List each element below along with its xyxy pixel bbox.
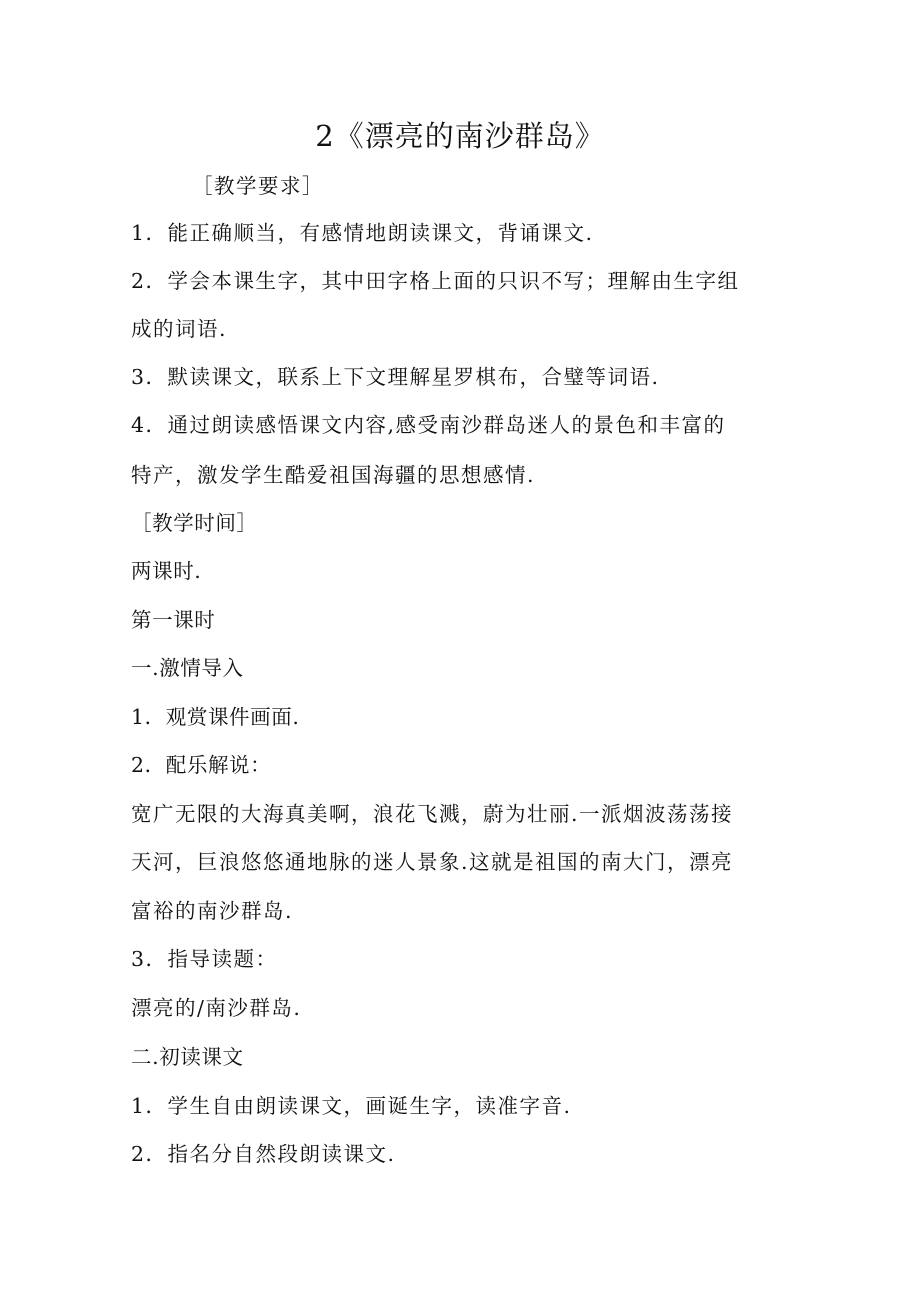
section-heading: 二.初读课文 [131,1045,244,1069]
paragraph-line: 漂亮的/南沙群岛. [131,996,302,1020]
paragraph-line: 2．指名分自然段朗读课文. [131,1142,396,1166]
lesson-heading: 第一课时 [131,608,216,632]
paragraph-line: 1．观赏课件画面. [131,705,300,729]
document-title: 2《漂亮的南沙群岛》 [315,119,605,153]
paragraph-line: 4．通过朗读感悟课文内容,感受南沙群岛迷人的景色和丰富的 [131,413,726,437]
paragraph-line: 成的词语. [131,317,228,341]
paragraph-line: 富裕的南沙群岛. [131,899,294,923]
paragraph-line: 宽广无限的大海真美啊，浪花飞溅，蔚为壮丽.一派烟波荡荡接 [131,802,734,826]
paragraph-line: 2．学会本课生字，其中田字格上面的只识不写；理解由生字组 [131,269,740,293]
paragraph-line: 两课时. [131,559,202,583]
paragraph-line: 3．默读课文，联系上下文理解星罗棋布，合璧等词语. [131,365,660,389]
paragraph-line: 1．能正确顺当，有感情地朗读课文，背诵课文. [131,221,594,245]
section-heading-teaching-time: ［教学时间］ [131,511,258,535]
paragraph-line: 1．学生自由朗读课文，画诞生字，读准字音. [131,1094,572,1118]
paragraph-line: 3．指导读题： [131,947,278,971]
paragraph-line: 2．配乐解说： [131,753,272,777]
section-heading-teaching-requirements: ［教学要求］ [192,174,324,198]
section-heading: 一.激情导入 [131,656,244,680]
paragraph-line: 天河，巨浪悠悠通地脉的迷人景象.这就是祖国的南大门，漂亮 [131,850,734,874]
paragraph-line: 特产，激发学生酷爱祖国海疆的思想感情. [131,463,536,487]
